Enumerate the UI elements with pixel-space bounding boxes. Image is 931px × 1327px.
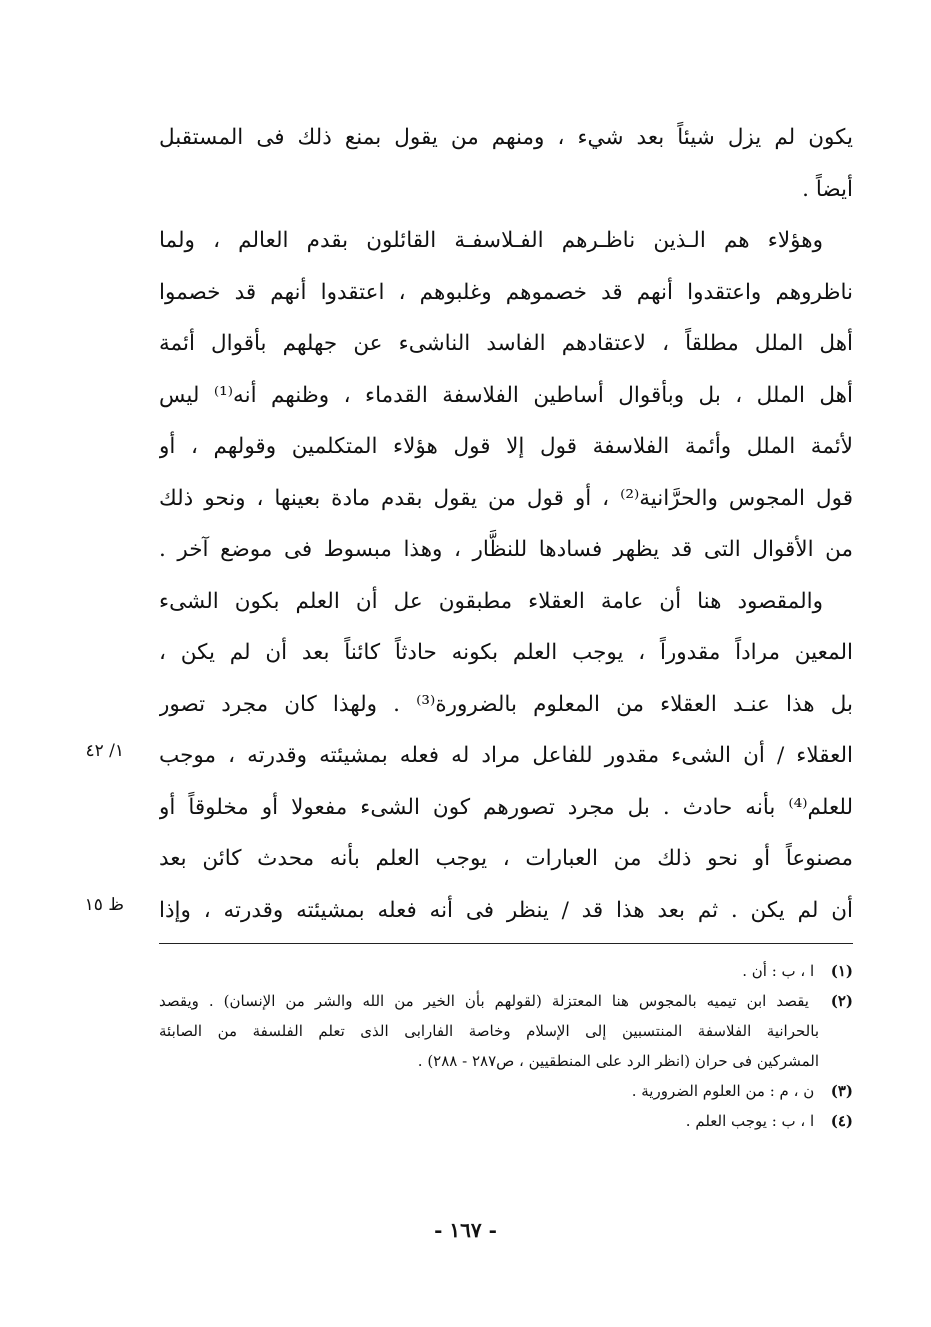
text-line: مصنوعاً أو نحو ذلك من العبارات ، يوجب العلم بأنه محدث كائن بعد [159,846,853,871]
text-line: العقلاء / أن الشىء مقدور للفاعل مراد له فعله بمشيئته وقدرته ، موجب [159,743,853,768]
text-line: ناظروهم واعتقدوا أنهم قد خصموهم وغلبوهم ، اعتقدوا أنهم قد خصموا [159,279,853,305]
main-text [159,112,853,936]
footnote-3 [159,1076,853,1106]
text-line: قول المجوس والحرَّانية⁽²⁾ ، أو قول من يقول بقدم مادة بعينها ، ونحو ذلك [159,485,853,511]
footnote-number: (١) [830,962,853,980]
footnote-number: (٣) [830,1082,853,1100]
text-line: أيضاً . [802,176,853,202]
footnote-2-continued [159,1016,853,1046]
footnote-number: (٤) [830,1112,853,1130]
text-line: أن لم يكن . ثم بعد هذا قد / ينظر فى أنه فعله بمشيئته وقدرته ، وإذا [159,897,853,923]
footnote-4 [159,1106,853,1136]
text-line: يكون لم يزل شيئاً بعد شيء ، ومنهم من يقول بمنع ذلك فى المستقبل [159,125,853,150]
margin-reference: ظ ١٥ [84,895,124,915]
page-number: - ١٦٧ - [434,1218,497,1242]
footnote-text: ا ، ب : أن . [742,962,815,980]
footnote-text: بالحرانية الفلاسفة المنتسبين إلى الإسلام وخاصة الفارابى الذى تعلم الفلسفة من الصابئة [159,1022,819,1040]
text-line: والمقصود هنا أن عامة العقلاء مطبقون عل أن العلم بكون الشىء [159,588,823,614]
text-line: بل هذا عنـد العقلاء من المعلوم بالضرورة⁽³⁾ . ولهذا كان مجرد تصور [159,691,853,717]
footnote-text: المشركين فى حران (انظر الرد على المنطقيين ، ص٢٨٧ - ٢٨٨) . [417,1052,819,1070]
text-line: أهل الملل ، بل وبأقوال أساطين الفلاسفة القدماء ، وظنهم أنه⁽¹⁾ ليس [159,382,853,408]
footnote-separator [159,943,853,944]
footnote-text: يقصد ابن تيميه بالمجوس هنا المعتزلة (لقولهم بأن الخير من الله والشر من الإنسان) . ويقصد [159,992,809,1010]
footnote-2 [159,986,853,1016]
text-line: للعلم⁽⁴⁾ بأنه حادث . بل مجرد تصورهم كون الشىء مفعولا أو مخلوقاً أو [159,794,853,820]
footnote-2-continued [159,1046,853,1076]
margin-reference: ١/ ٤٢ [85,741,124,761]
footnote-number: (٢) [830,992,853,1010]
text-line: أهل الملل مطلقاً ، لاعتقادهم الفاسد الناشىء عن جهلهم بأقوال أئمة [159,331,853,356]
text-line: لأئمة الملل وأئمة الفلاسفة قول إلا قول هؤلاء المتكلمين وقولهم ، أو [159,434,853,459]
text-line: وهؤلاء هم الـذين ناظـرهم الفـلاسفـة القائلون بقدم العالم ، ولما [159,228,823,253]
footnote-text: ن ، م : من العلوم الضرورية . [631,1082,815,1100]
footnotes [159,956,853,1136]
footnote-text: ا ، ب : يوجب العلم . [685,1112,815,1130]
text-line: المعين مراداً مقدوراً ، يوجب العلم بكونه حادثاً كائناً بعد أن لم يكن ، [159,640,853,665]
text-line: من الأقوال التى قد يظهر فسادها للنظَّار ، وهذا مبسوط فى موضع آخر . [159,537,853,562]
footnote-1 [159,956,853,986]
